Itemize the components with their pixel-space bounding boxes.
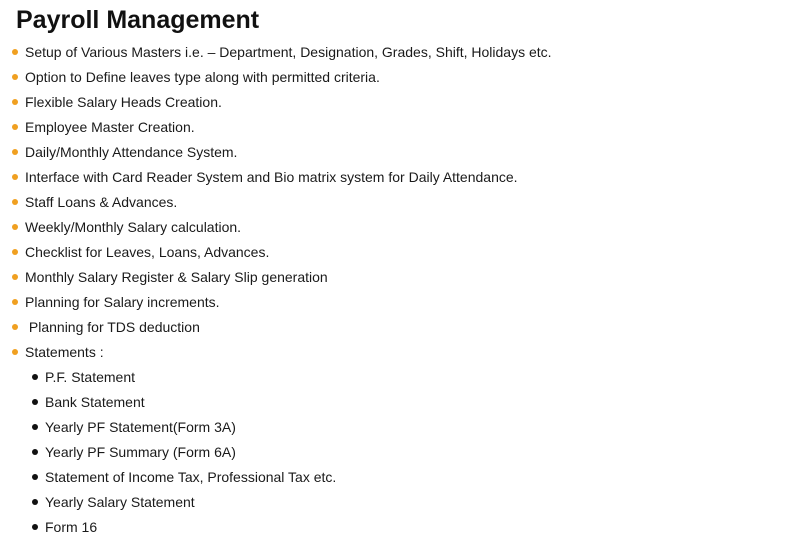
bullet-icon xyxy=(12,199,18,205)
list-item xyxy=(0,140,552,165)
list-item-label: Checklist for Leaves, Loans, Advances. xyxy=(25,244,270,260)
list-item xyxy=(0,265,552,290)
sub-list-item-label: Form 16 xyxy=(45,519,98,535)
bullet-icon xyxy=(32,449,38,455)
bullet-icon xyxy=(12,349,18,355)
sub-list-item-label: Yearly PF Statement(Form 3A) xyxy=(45,419,236,435)
list-item-label: Flexible Salary Heads Creation. xyxy=(25,94,222,110)
list-item-label: Staff Loans & Advances. xyxy=(25,194,178,210)
bullet-icon xyxy=(12,299,18,305)
sub-list-item-label: Yearly PF Summary (Form 6A) xyxy=(45,444,236,460)
bullet-icon xyxy=(32,474,38,480)
bullet-icon xyxy=(32,499,38,505)
sub-list-item-label: Bank Statement xyxy=(45,394,145,410)
list-item xyxy=(0,215,552,240)
list-item-label: Daily/Monthly Attendance System. xyxy=(25,144,238,160)
list-item xyxy=(0,165,552,190)
feature-list xyxy=(0,40,552,540)
list-item-label: Option to Define leaves type along with permitted criteria. xyxy=(25,69,380,85)
sub-list-item-label: Yearly Salary Statement xyxy=(45,494,195,510)
bullet-icon xyxy=(12,249,18,255)
bullet-icon xyxy=(32,374,38,380)
list-item xyxy=(0,90,552,115)
sub-list-item xyxy=(0,515,552,540)
list-item-label: Employee Master Creation. xyxy=(25,119,195,135)
sub-list-item xyxy=(0,490,552,515)
bullet-icon xyxy=(32,524,38,530)
list-item xyxy=(0,190,552,215)
bullet-icon xyxy=(12,149,18,155)
sub-list-item xyxy=(0,365,552,390)
bullet-icon xyxy=(32,424,38,430)
statements-sublist xyxy=(0,365,552,540)
list-item-label: Setup of Various Masters i.e. – Department, Designation, Grades, Shift, Holidays etc. xyxy=(25,44,552,60)
list-item-label: Interface with Card Reader System and Bio matrix system for Daily Attendance. xyxy=(25,169,518,185)
bullet-icon xyxy=(12,174,18,180)
list-item xyxy=(0,240,552,265)
list-item-label: Monthly Salary Register & Salary Slip generation xyxy=(25,269,328,285)
list-item xyxy=(0,40,552,65)
bullet-icon xyxy=(12,49,18,55)
bullet-icon xyxy=(12,124,18,130)
bullet-icon xyxy=(12,324,18,330)
list-item-label: Statements : xyxy=(25,344,104,360)
list-item xyxy=(0,65,552,90)
list-item-label: Planning for Salary increments. xyxy=(25,294,220,310)
list-item xyxy=(0,315,552,340)
list-item-statements xyxy=(0,340,552,540)
list-item-label: Planning for TDS deduction xyxy=(25,319,200,335)
list-item xyxy=(0,115,552,140)
sub-list-item xyxy=(0,415,552,440)
sub-list-item-label: P.F. Statement xyxy=(45,369,136,385)
list-item xyxy=(0,290,552,315)
sub-list-item xyxy=(0,390,552,415)
sub-list-item-label: Statement of Income Tax, Professional Tax etc. xyxy=(45,469,337,485)
bullet-icon xyxy=(12,74,18,80)
bullet-icon xyxy=(32,399,38,405)
bullet-icon xyxy=(12,99,18,105)
page-title: Payroll Management xyxy=(16,6,260,34)
sub-list-item xyxy=(0,440,552,465)
list-item-label: Weekly/Monthly Salary calculation. xyxy=(25,219,242,235)
sub-list-item xyxy=(0,465,552,490)
bullet-icon xyxy=(12,274,18,280)
bullet-icon xyxy=(12,224,18,230)
